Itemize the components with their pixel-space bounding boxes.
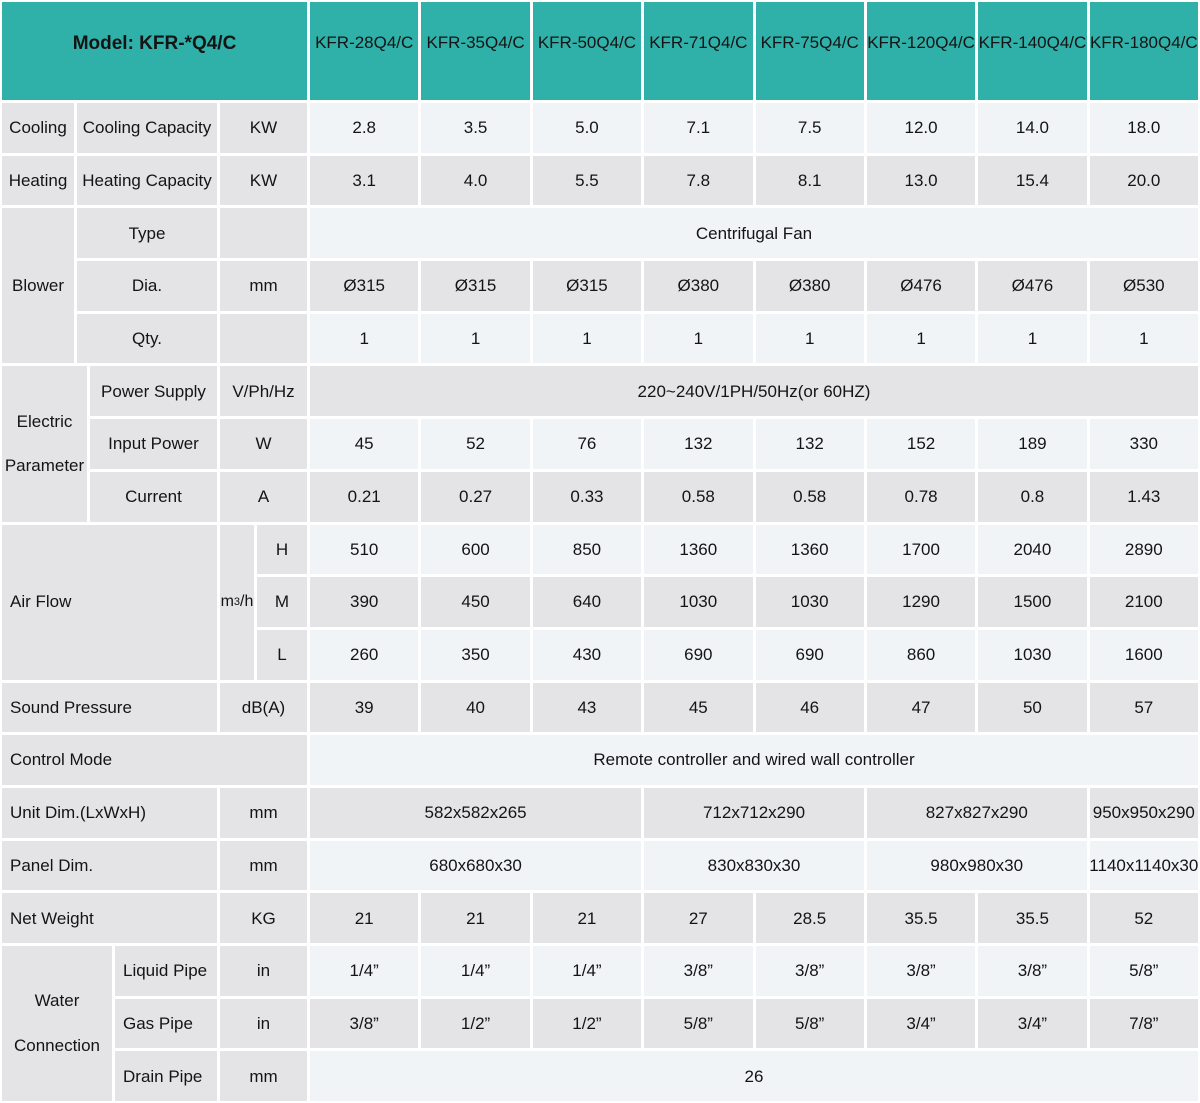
unit-dim-unit: mm (220, 788, 307, 838)
power-supply-unit: V/Ph/Hz (220, 366, 307, 416)
cooling-value-3: 7.1 (644, 103, 752, 153)
airflow-low-value-6: 1030 (978, 630, 1086, 680)
current-value-5: 0.78 (867, 472, 975, 522)
airflow-unit-superscript: 3 (233, 595, 241, 608)
blower-dia-unit: mm (220, 261, 307, 311)
input-power-value-3: 132 (644, 419, 752, 469)
cooling-value-6: 14.0 (978, 103, 1086, 153)
column-header-kfr-120: KFR-120Q4/C (867, 2, 975, 100)
airflow-unit-tail: /h (240, 593, 254, 611)
blower-qty-unit (220, 314, 307, 364)
gas-pipe-value-1: 1/2” (421, 999, 529, 1049)
unit-dim-value-2: 827x827x290 (867, 788, 1087, 838)
airflow-low-value-5: 860 (867, 630, 975, 680)
blower-qty-value-0: 1 (310, 314, 418, 364)
airflow-low-value-3: 690 (644, 630, 752, 680)
airflow-high-value-2: 850 (533, 525, 641, 575)
gas-pipe-value-6: 3/4” (978, 999, 1086, 1049)
cooling-value-2: 5.0 (533, 103, 641, 153)
blower-qty-value-1: 1 (421, 314, 529, 364)
sound-value-7: 57 (1090, 683, 1198, 733)
airflow-high-value-0: 510 (310, 525, 418, 575)
blower-dia-value-2: Ø315 (533, 261, 641, 311)
input-power-value-6: 189 (978, 419, 1086, 469)
blower-type-value: Centrifugal Fan (310, 208, 1198, 258)
blower-qty-label: Qty. (77, 314, 217, 364)
airflow-high-value-6: 2040 (978, 525, 1086, 575)
heating-capacity-label: Heating Capacity (77, 156, 217, 206)
input-power-value-1: 52 (421, 419, 529, 469)
blower-qty-value-4: 1 (756, 314, 864, 364)
net-weight-value-1: 21 (421, 893, 529, 943)
control-mode-value: Remote controller and wired wall controller (310, 735, 1198, 785)
water-connection-group-label: Water Connection (2, 946, 112, 1101)
heating-group-label: Heating (2, 156, 74, 206)
net-weight-value-5: 35.5 (867, 893, 975, 943)
airflow-low-label: L (257, 630, 307, 680)
blower-qty-value-2: 1 (533, 314, 641, 364)
input-power-unit: W (220, 419, 307, 469)
heating-value-7: 20.0 (1090, 156, 1198, 206)
heating-value-3: 7.8 (644, 156, 752, 206)
sound-value-5: 47 (867, 683, 975, 733)
current-label: Current (90, 472, 217, 522)
sound-value-6: 50 (978, 683, 1086, 733)
blower-dia-value-3: Ø380 (644, 261, 752, 311)
airflow-mid-value-3: 1030 (644, 577, 752, 627)
input-power-value-4: 132 (756, 419, 864, 469)
sound-value-4: 46 (756, 683, 864, 733)
gas-pipe-value-2: 1/2” (533, 999, 641, 1049)
blower-group-label: Blower (2, 208, 74, 363)
airflow-low-value-2: 430 (533, 630, 641, 680)
sound-pressure-unit: dB(A) (220, 683, 307, 733)
gas-pipe-value-7: 7/8” (1090, 999, 1198, 1049)
airflow-mid-value-4: 1030 (756, 577, 864, 627)
net-weight-label: Net Weight (2, 893, 217, 943)
airflow-mid-value-5: 1290 (867, 577, 975, 627)
sound-value-1: 40 (421, 683, 529, 733)
blower-dia-value-5: Ø476 (867, 261, 975, 311)
gas-pipe-value-0: 3/8” (310, 999, 418, 1049)
current-value-6: 0.8 (978, 472, 1086, 522)
cooling-value-5: 12.0 (867, 103, 975, 153)
heating-unit: KW (220, 156, 307, 206)
airflow-low-value-1: 350 (421, 630, 529, 680)
blower-type-unit (220, 208, 307, 258)
cooling-group-label: Cooling (2, 103, 74, 153)
liquid-pipe-value-6: 3/8” (978, 946, 1086, 996)
net-weight-value-7: 52 (1090, 893, 1198, 943)
sound-value-2: 43 (533, 683, 641, 733)
liquid-pipe-label: Liquid Pipe (115, 946, 217, 996)
cooling-capacity-label: Cooling Capacity (77, 103, 217, 153)
current-value-0: 0.21 (310, 472, 418, 522)
airflow-unit-base: m (220, 593, 234, 611)
cooling-value-4: 7.5 (756, 103, 864, 153)
liquid-pipe-value-5: 3/8” (867, 946, 975, 996)
current-unit: A (220, 472, 307, 522)
blower-dia-value-6: Ø476 (978, 261, 1086, 311)
drain-pipe-label: Drain Pipe (115, 1051, 217, 1101)
input-power-value-5: 152 (867, 419, 975, 469)
spec-table (2, 2, 1198, 1101)
panel-dim-label: Panel Dim. (2, 841, 217, 891)
cooling-value-1: 3.5 (421, 103, 529, 153)
heating-value-1: 4.0 (421, 156, 529, 206)
liquid-pipe-value-3: 3/8” (644, 946, 752, 996)
airflow-mid-value-0: 390 (310, 577, 418, 627)
sound-pressure-label: Sound Pressure (2, 683, 217, 733)
unit-dim-value-3: 950x950x290 (1090, 788, 1198, 838)
blower-dia-value-7: Ø530 (1090, 261, 1198, 311)
unit-dim-label: Unit Dim.(LxWxH) (2, 788, 217, 838)
heating-value-5: 13.0 (867, 156, 975, 206)
airflow-group-label: Air Flow (2, 525, 217, 680)
model-header: Model: KFR-*Q4/C (2, 2, 307, 100)
gas-pipe-value-5: 3/4” (867, 999, 975, 1049)
gas-pipe-unit: in (220, 999, 307, 1049)
net-weight-value-4: 28.5 (756, 893, 864, 943)
airflow-mid-value-6: 1500 (978, 577, 1086, 627)
airflow-high-value-1: 600 (421, 525, 529, 575)
drain-pipe-value: 26 (310, 1051, 1198, 1101)
airflow-mid-value-1: 450 (421, 577, 529, 627)
electric-group-label: Electric Parameter (2, 366, 87, 521)
blower-type-label: Type (77, 208, 217, 258)
blower-dia-label: Dia. (77, 261, 217, 311)
panel-dim-value-2: 980x980x30 (867, 841, 1087, 891)
cooling-value-0: 2.8 (310, 103, 418, 153)
airflow-mid-value-2: 640 (533, 577, 641, 627)
heating-value-2: 5.5 (533, 156, 641, 206)
liquid-pipe-value-4: 3/8” (756, 946, 864, 996)
liquid-pipe-value-1: 1/4” (421, 946, 529, 996)
sound-value-3: 45 (644, 683, 752, 733)
blower-dia-value-0: Ø315 (310, 261, 418, 311)
net-weight-value-0: 21 (310, 893, 418, 943)
panel-dim-value-1: 830x830x30 (644, 841, 864, 891)
blower-qty-value-5: 1 (867, 314, 975, 364)
airflow-low-value-4: 690 (756, 630, 864, 680)
column-header-kfr-75: KFR-75Q4/C (756, 2, 864, 100)
blower-dia-value-4: Ø380 (756, 261, 864, 311)
column-header-kfr-50: KFR-50Q4/C (533, 2, 641, 100)
blower-dia-value-1: Ø315 (421, 261, 529, 311)
heating-value-6: 15.4 (978, 156, 1086, 206)
power-supply-label: Power Supply (90, 366, 217, 416)
gas-pipe-value-3: 5/8” (644, 999, 752, 1049)
current-value-2: 0.33 (533, 472, 641, 522)
column-header-kfr-71: KFR-71Q4/C (644, 2, 752, 100)
blower-qty-value-6: 1 (978, 314, 1086, 364)
heating-value-4: 8.1 (756, 156, 864, 206)
liquid-pipe-value-7: 5/8” (1090, 946, 1198, 996)
column-header-kfr-28: KFR-28Q4/C (310, 2, 418, 100)
input-power-label: Input Power (90, 419, 217, 469)
panel-dim-value-3: 1140x1140x30 (1090, 841, 1198, 891)
net-weight-value-6: 35.5 (978, 893, 1086, 943)
net-weight-value-3: 27 (644, 893, 752, 943)
airflow-mid-value-7: 2100 (1090, 577, 1198, 627)
liquid-pipe-value-0: 1/4” (310, 946, 418, 996)
cooling-value-7: 18.0 (1090, 103, 1198, 153)
cooling-unit: KW (220, 103, 307, 153)
unit-dim-value-0: 582x582x265 (310, 788, 641, 838)
airflow-low-value-7: 1600 (1090, 630, 1198, 680)
power-supply-value: 220~240V/1PH/50Hz(or 60HZ) (310, 366, 1198, 416)
column-header-kfr-35: KFR-35Q4/C (421, 2, 529, 100)
airflow-unit (220, 525, 254, 680)
blower-qty-value-3: 1 (644, 314, 752, 364)
column-header-kfr-180: KFR-180Q4/C (1090, 2, 1198, 100)
control-mode-label: Control Mode (2, 735, 307, 785)
panel-dim-value-0: 680x680x30 (310, 841, 641, 891)
airflow-mid-label: M (257, 577, 307, 627)
airflow-high-value-5: 1700 (867, 525, 975, 575)
gas-pipe-value-4: 5/8” (756, 999, 864, 1049)
blower-qty-value-7: 1 (1090, 314, 1198, 364)
airflow-high-label: H (257, 525, 307, 575)
input-power-value-2: 76 (533, 419, 641, 469)
airflow-high-value-4: 1360 (756, 525, 864, 575)
column-header-kfr-140: KFR-140Q4/C (978, 2, 1086, 100)
input-power-value-0: 45 (310, 419, 418, 469)
airflow-low-value-0: 260 (310, 630, 418, 680)
current-value-3: 0.58 (644, 472, 752, 522)
unit-dim-value-1: 712x712x290 (644, 788, 864, 838)
current-value-1: 0.27 (421, 472, 529, 522)
airflow-high-value-7: 2890 (1090, 525, 1198, 575)
input-power-value-7: 330 (1090, 419, 1198, 469)
drain-pipe-unit: mm (220, 1051, 307, 1101)
liquid-pipe-unit: in (220, 946, 307, 996)
current-value-7: 1.43 (1090, 472, 1198, 522)
heating-value-0: 3.1 (310, 156, 418, 206)
airflow-high-value-3: 1360 (644, 525, 752, 575)
liquid-pipe-value-2: 1/4” (533, 946, 641, 996)
current-value-4: 0.58 (756, 472, 864, 522)
sound-value-0: 39 (310, 683, 418, 733)
panel-dim-unit: mm (220, 841, 307, 891)
net-weight-value-2: 21 (533, 893, 641, 943)
net-weight-unit: KG (220, 893, 307, 943)
gas-pipe-label: Gas Pipe (115, 999, 217, 1049)
